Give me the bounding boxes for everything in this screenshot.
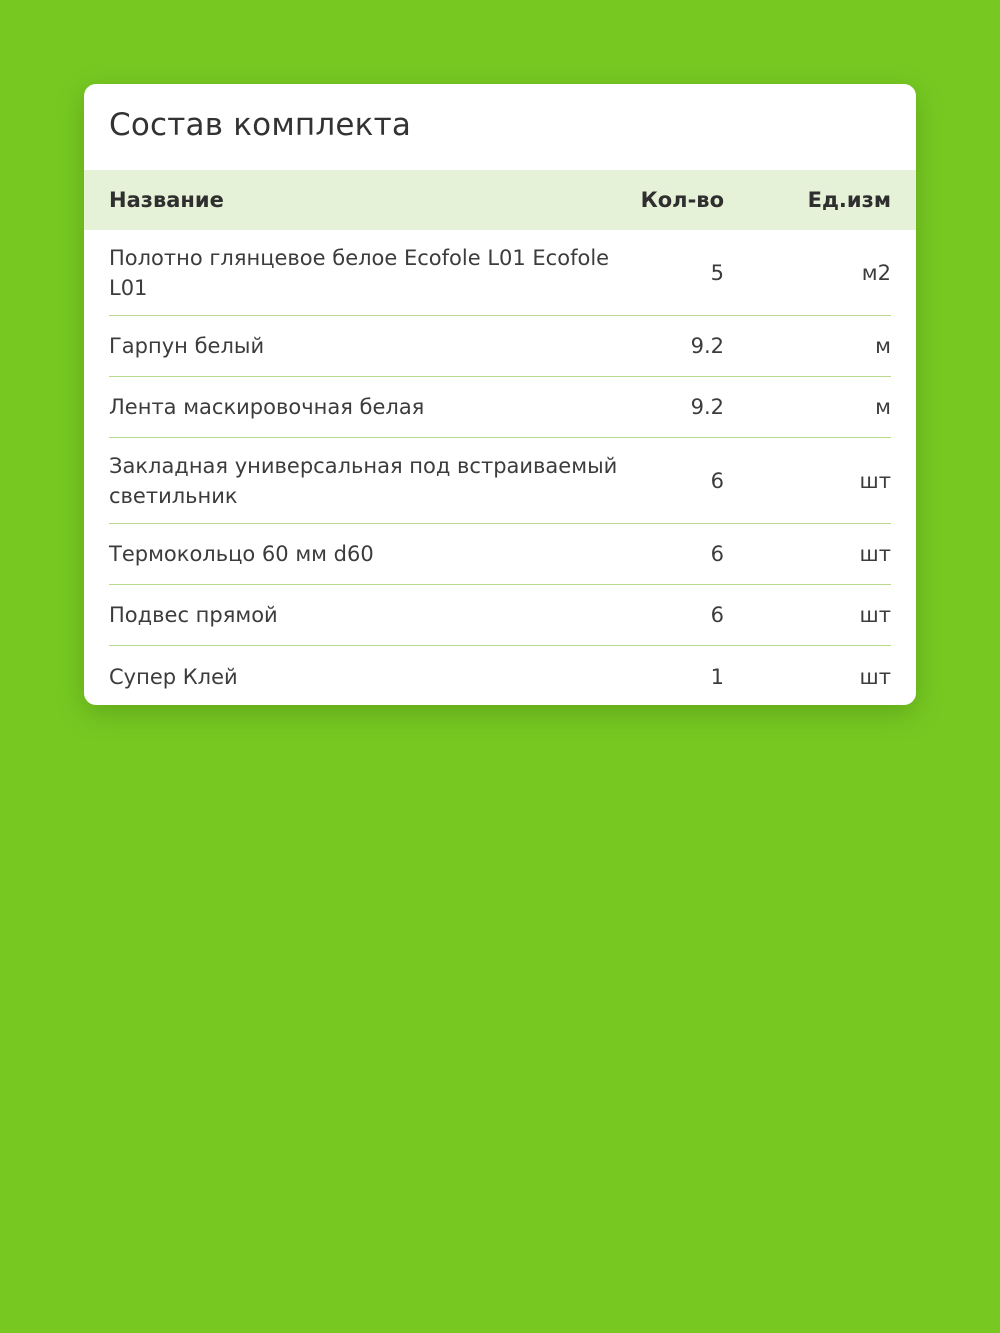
table-row: [109, 316, 891, 377]
item-name: Термокольцо 60 мм d60: [109, 542, 374, 566]
item-unit: м: [875, 395, 891, 419]
item-name: Гарпун белый: [109, 334, 265, 358]
item-qty: 5: [710, 260, 724, 285]
table-row: [109, 524, 891, 585]
item-name: Закладная универсальная под встраиваемый светильник: [109, 453, 618, 508]
item-qty: 9.2: [690, 395, 724, 419]
table-row: [109, 646, 891, 705]
table-body: [109, 230, 891, 705]
item-unit: шт: [859, 468, 891, 493]
table-row: [109, 585, 891, 646]
item-unit: м: [875, 334, 891, 358]
table-row: [109, 377, 891, 438]
item-qty: 6: [710, 603, 724, 627]
item-name: Подвес прямой: [109, 603, 278, 627]
item-name: Полотно глянцевое белое Ecofole L01 Ecofole L01: [109, 245, 610, 300]
item-unit: м2: [861, 260, 891, 285]
item-name: Лента маскировочная белая: [109, 395, 425, 419]
kit-composition-card: [84, 84, 916, 705]
item-qty: 9.2: [690, 334, 724, 358]
table-header: [84, 170, 916, 230]
item-unit: шт: [859, 664, 891, 689]
table-row: [109, 230, 891, 316]
column-header-unit: Ед.изм: [807, 188, 891, 212]
item-unit: шт: [859, 603, 891, 627]
item-name: Супер Клей: [109, 664, 238, 689]
card-title: Состав комплекта: [109, 107, 412, 143]
item-qty: 6: [710, 468, 724, 493]
item-unit: шт: [859, 542, 891, 566]
item-qty: 1: [710, 664, 724, 689]
column-header-name: Название: [109, 188, 224, 212]
item-qty: 6: [710, 542, 724, 566]
column-header-qty: Кол-во: [640, 188, 724, 212]
table-row: [109, 438, 891, 524]
